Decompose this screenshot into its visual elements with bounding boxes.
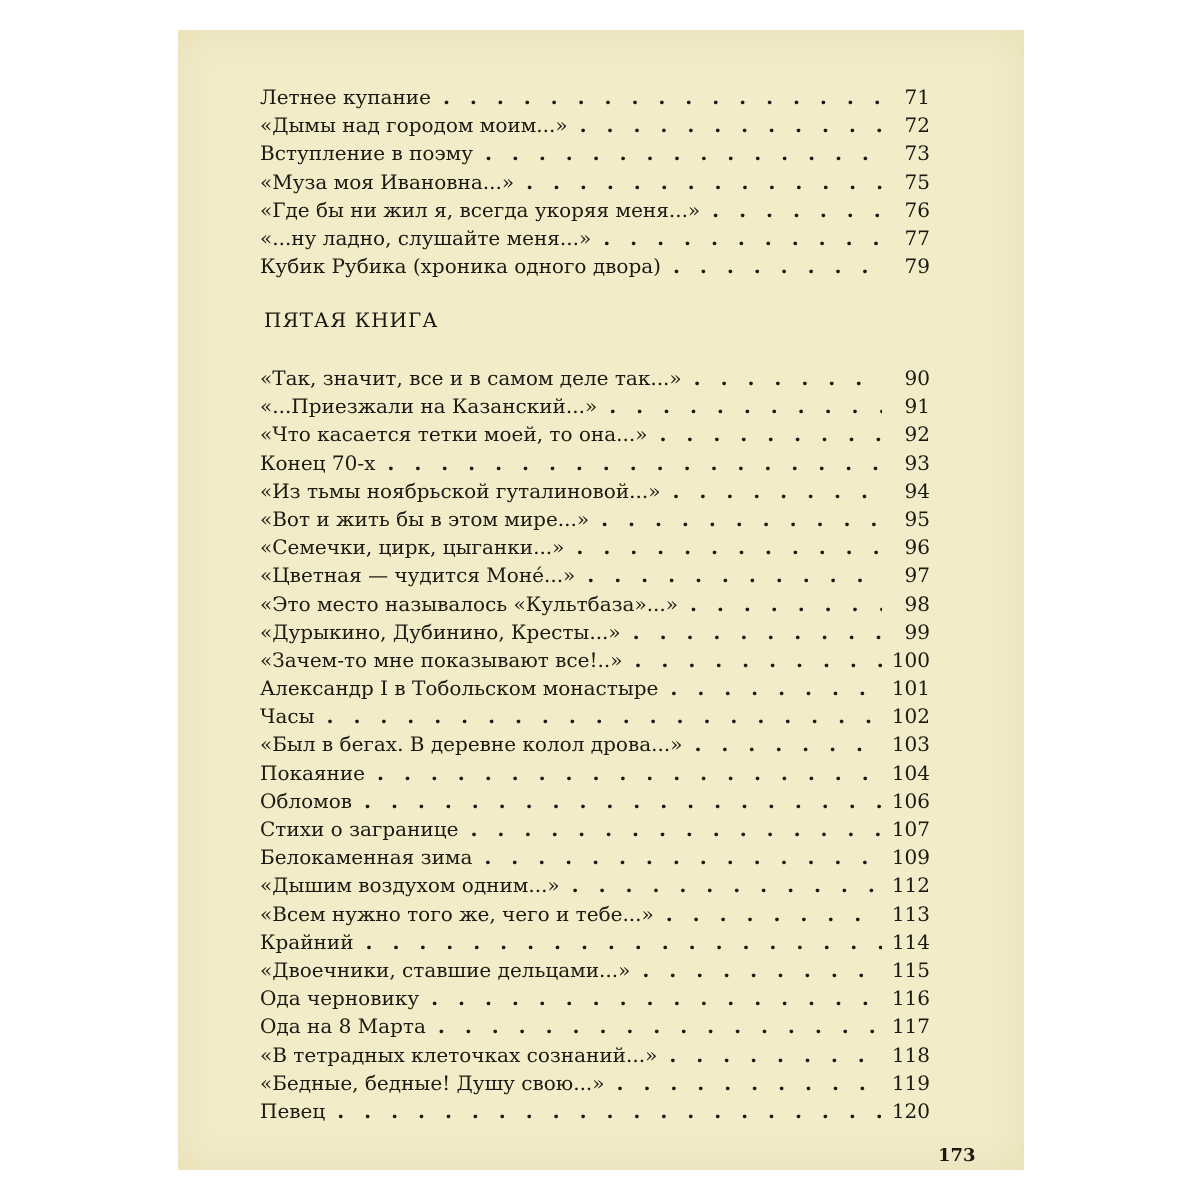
toc-entry [260, 843, 930, 871]
toc-entry-page: 100 [891, 647, 930, 672]
toc-entry-page: 104 [891, 760, 930, 785]
toc-entry-title: Крайний [260, 929, 354, 954]
toc-entry-page: 113 [891, 901, 930, 926]
toc-entry-page: 117 [891, 1014, 930, 1039]
toc-entry [260, 956, 930, 984]
toc-entry-title: «Дурыкино, Дубинино, Кресты...» [260, 619, 621, 644]
toc-entry [260, 590, 930, 618]
dot-leader [568, 111, 882, 139]
toc-entry-page: 98 [904, 591, 930, 616]
dot-leader [682, 364, 882, 392]
toc-entry-page: 99 [904, 619, 930, 644]
toc-entry [260, 1097, 930, 1125]
toc-entry-page: 93 [904, 450, 930, 475]
dot-leader [473, 139, 882, 167]
toc-entry-page: 112 [891, 873, 930, 898]
toc-entry [260, 1069, 930, 1097]
toc-entry [260, 477, 930, 505]
toc-entry-page: 96 [904, 535, 930, 560]
dot-leader [354, 928, 882, 956]
dot-leader [352, 787, 882, 815]
toc-entry-page: 90 [904, 366, 930, 390]
dot-leader [630, 956, 882, 984]
toc-entry-page: 103 [891, 732, 930, 757]
toc-entry [260, 449, 930, 477]
toc-entry [260, 646, 930, 674]
toc-entry-title: «Где бы ни жил я, всегда укоряя меня...» [260, 197, 701, 222]
toc-entry-title: «Муза моя Ивановна...» [260, 169, 515, 194]
toc-entry-page: 73 [904, 141, 930, 166]
toc-entry-page: 118 [891, 1042, 930, 1067]
toc-entry-title: «Всем нужно того же, чего и тебе...» [260, 901, 654, 926]
toc-entry [260, 420, 930, 448]
toc-entry-page: 107 [891, 817, 930, 841]
dot-leader [622, 646, 882, 674]
toc-entry-title: «Так, значит, все и в самом деле так...» [260, 366, 682, 390]
toc-entry-title: «Был в бегах. В деревне колол дрова...» [260, 732, 683, 757]
toc-entry-title: Летнее купание [260, 85, 431, 109]
toc-entry-title: «Из тьмы ноябрьской гуталиновой...» [260, 478, 661, 503]
toc-entry-page: 79 [904, 254, 930, 279]
toc-entry [260, 224, 930, 252]
toc-entry-page: 116 [891, 986, 930, 1011]
toc-entry-title: «Семечки, цирк, цыганки...» [260, 535, 565, 560]
dot-leader [365, 759, 882, 787]
toc-entry-title: «Двоечники, ставшие дельцами...» [260, 957, 631, 982]
dot-leader [647, 420, 882, 448]
toc-entry-page: 95 [904, 506, 930, 531]
dot-leader [621, 618, 882, 646]
toc-entry-title: «Дымы над городом моим...» [260, 113, 568, 138]
dot-leader [325, 1097, 882, 1125]
dot-leader [564, 533, 882, 561]
dot-leader [575, 561, 882, 589]
toc-entry-title: Кубик Рубика (хроника одного двора) [260, 254, 661, 279]
book-page [178, 30, 1024, 1170]
toc-entry-title: «Бедные, бедные! Душу свою...» [260, 1070, 605, 1095]
toc-entry-page: 91 [904, 394, 930, 419]
dot-leader [591, 224, 882, 252]
dot-leader [431, 83, 882, 111]
toc-entry [260, 561, 930, 589]
toc-entry-title: «Дышим воздухом одним...» [260, 873, 560, 898]
page-number: 173 [938, 1145, 976, 1166]
dot-leader [472, 843, 882, 871]
toc-entry-title: Белокаменная зима [260, 845, 473, 870]
dot-leader [657, 1041, 882, 1069]
toc-entry [260, 871, 930, 899]
dot-leader [560, 871, 882, 899]
toc-entry-page: 77 [904, 225, 930, 250]
dot-leader [700, 196, 882, 224]
toc-entry-title: Конец 70-х [260, 450, 376, 475]
toc-entry-page: 114 [891, 929, 930, 954]
toc-entry [260, 1041, 930, 1069]
toc-entry [260, 168, 930, 196]
dot-leader [589, 505, 882, 533]
section-heading: ПЯТАЯ КНИГА [264, 308, 439, 332]
dot-leader [458, 815, 882, 843]
toc-entry-page: 71 [904, 85, 930, 109]
dot-leader [660, 477, 882, 505]
toc-entry-title: «...ну ладно, слушайте меня...» [260, 225, 592, 250]
toc-entry [260, 984, 930, 1012]
toc-entry [260, 392, 930, 420]
toc-entry-title: Стихи о загранице [260, 817, 459, 841]
dot-leader [426, 1012, 882, 1040]
toc-entry [260, 252, 930, 280]
toc-entry-page: 76 [904, 197, 930, 222]
toc-entry [260, 928, 930, 956]
toc-entry [260, 730, 930, 758]
toc-entry [260, 900, 930, 928]
toc-entry-page: 94 [904, 478, 930, 503]
toc-entry-title: «Вот и жить бы в этом мире...» [260, 506, 590, 531]
toc-entry [260, 1012, 930, 1040]
toc-entry [260, 196, 930, 224]
toc-list-top [260, 83, 930, 280]
toc-entry-title: Вступление в поэму [260, 141, 473, 166]
toc-entry-title: Александр I в Тобольском монастыре [260, 676, 659, 701]
dot-leader [658, 674, 882, 702]
toc-entry [260, 364, 930, 392]
toc-entry-page: 120 [891, 1098, 930, 1123]
dot-leader [419, 984, 882, 1012]
toc-entry [260, 505, 930, 533]
dot-leader [678, 590, 882, 618]
toc-entry-title: Ода черновику [260, 986, 420, 1011]
toc-entry-page: 75 [904, 169, 930, 194]
toc-entry [260, 787, 930, 815]
toc-entry-title: Обломов [260, 788, 353, 813]
dot-leader [597, 392, 882, 420]
toc-entry-page: 115 [891, 957, 930, 982]
toc-entry [260, 815, 930, 843]
dot-leader [514, 168, 882, 196]
toc-entry-page: 102 [891, 704, 930, 729]
dot-leader [375, 449, 882, 477]
toc-entry-title: Ода на 8 Марта [260, 1014, 426, 1039]
toc-entry-title: «Что касается тетки моей, то она...» [260, 422, 648, 447]
toc-entry-title: «Это место называлось «Культбаза»...» [260, 591, 678, 616]
toc-entry [260, 83, 930, 111]
toc-entry [260, 533, 930, 561]
toc-entry-title: «В тетрадных клеточках сознаний...» [260, 1042, 658, 1067]
dot-leader [682, 730, 882, 758]
toc-entry [260, 674, 930, 702]
dot-leader [315, 702, 882, 730]
toc-entry-title: Певец [260, 1098, 326, 1123]
toc-entry [260, 759, 930, 787]
toc-entry-page: 72 [904, 113, 930, 138]
toc-entry-title: «Цветная — чудится Моне́...» [260, 563, 576, 588]
toc-entry-page: 109 [891, 845, 930, 870]
dot-leader [605, 1069, 882, 1097]
toc-list-section [260, 364, 930, 1125]
toc-entry-page: 97 [904, 563, 930, 588]
toc-entry [260, 702, 930, 730]
toc-entry-title: «...Приезжали на Казанский...» [260, 394, 598, 419]
toc-entry [260, 618, 930, 646]
toc-entry [260, 139, 930, 167]
toc-entry-title: Покаяние [260, 760, 366, 785]
toc-entry [260, 111, 930, 139]
toc-entry-title: «Зачем-то мне показывают все!..» [260, 647, 623, 672]
toc-entry-page: 92 [904, 422, 930, 447]
toc-entry-page: 106 [891, 788, 930, 813]
toc-entry-page: 119 [891, 1070, 930, 1095]
toc-entry-page: 101 [891, 676, 930, 701]
toc-entry-title: Часы [260, 704, 315, 729]
dot-leader [654, 900, 882, 928]
dot-leader [661, 252, 882, 280]
